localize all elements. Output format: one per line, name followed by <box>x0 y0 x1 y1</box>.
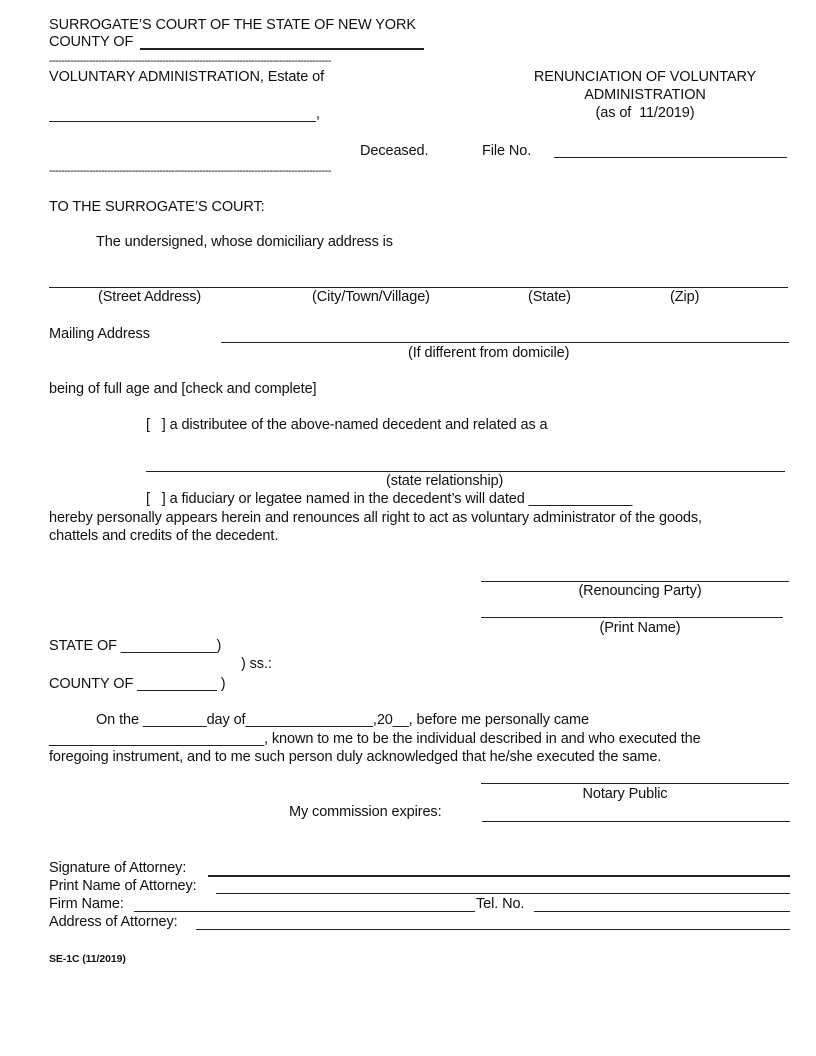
acknowledgment-line3: foregoing instrument, and to me such person duly acknowledged that he/she executed the same. <box>49 749 662 765</box>
form-id: SE-1C (11/2019) <box>49 953 126 965</box>
to-court: TO THE SURROGATE’S COURT: <box>49 199 265 215</box>
file-no-field[interactable] <box>554 157 787 158</box>
deceased-label: Deceased. <box>360 143 429 159</box>
acknowledgment-line1[interactable]: On the ________day of________________,20__, before me personally came <box>96 712 589 728</box>
renouncing-party-label: (Renouncing Party) <box>578 583 702 599</box>
mailing-address-field[interactable] <box>221 342 789 343</box>
county-field[interactable] <box>140 48 424 50</box>
commission-label: My commission expires: <box>289 804 442 820</box>
form-version: (as of 11/2019) <box>595 105 695 121</box>
renounce-text-line2: chattels and credits of the decedent. <box>49 528 279 544</box>
court-name: SURROGATE’S COURT OF THE STATE OF NEW YORK <box>49 17 416 33</box>
estate-label: VOLUNTARY ADMINISTRATION, Estate of <box>49 69 325 85</box>
tel-field[interactable] <box>534 911 790 912</box>
divider: -------------------------------------------------------------------------------------------- <box>49 56 331 67</box>
domicile-address-field[interactable] <box>49 287 788 288</box>
comma: , <box>316 106 320 122</box>
notary-county[interactable]: COUNTY OF __________ ) <box>49 676 226 692</box>
attorney-print-name-label: Print Name of Attorney: <box>49 878 197 894</box>
acknowledgment-line2[interactable]: ___________________________, known to me to be the individual described in and who executed the <box>49 731 701 747</box>
renounce-text-line1: hereby personally appears herein and renounces all right to act as voluntary administrator of the goods, <box>49 510 702 526</box>
form-title-line1: RENUNCIATION OF VOLUNTARY <box>533 69 757 85</box>
form-title-line2: ADMINISTRATION <box>584 87 706 103</box>
attorney-signature-label: Signature of Attorney: <box>49 860 187 876</box>
full-age-text: being of full age and [check and complete] <box>49 381 317 397</box>
state-relationship-label: (state relationship) <box>386 473 504 489</box>
attorney-print-name-field[interactable] <box>216 893 790 894</box>
print-name-field[interactable] <box>481 617 783 618</box>
zip-label: (Zip) <box>670 289 700 305</box>
attorney-address-field[interactable] <box>196 929 790 930</box>
attorney-signature-field[interactable] <box>208 875 790 877</box>
notary-state[interactable]: STATE OF ____________) <box>49 638 222 654</box>
city-label: (City/Town/Village) <box>312 289 430 305</box>
tel-label: Tel. No. <box>476 896 525 912</box>
if-different-label: (If different from domicile) <box>408 345 570 361</box>
undersigned-text: The undersigned, whose domiciliary address is <box>96 234 393 250</box>
firm-name-label: Firm Name: <box>49 896 124 912</box>
attorney-address-label: Address of Attorney: <box>49 914 178 930</box>
notary-signature-field[interactable] <box>481 783 789 784</box>
notary-public-label: Notary Public <box>582 786 668 802</box>
street-label: (Street Address) <box>98 289 202 305</box>
commission-expires-field[interactable] <box>482 821 790 822</box>
print-name-label: (Print Name) <box>599 620 681 636</box>
distributee-checkbox[interactable]: [ ] a distributee of the above-named decedent and related as a <box>146 417 548 433</box>
decedent-name-field[interactable] <box>49 121 316 122</box>
state-label: (State) <box>528 289 571 305</box>
file-no-label: File No. <box>482 143 532 159</box>
county-label: COUNTY OF <box>49 34 134 50</box>
ss-label: ) ss.: <box>241 656 272 672</box>
renouncing-party-signature-field[interactable] <box>481 581 789 582</box>
fiduciary-checkbox[interactable]: [ ] a fiduciary or legatee named in the decedent’s will dated _____________ <box>146 491 633 507</box>
firm-name-field[interactable] <box>134 911 475 912</box>
relationship-field[interactable] <box>146 471 785 472</box>
divider: -------------------------------------------------------------------------------------------- <box>49 166 331 177</box>
mailing-label: Mailing Address <box>49 326 150 342</box>
